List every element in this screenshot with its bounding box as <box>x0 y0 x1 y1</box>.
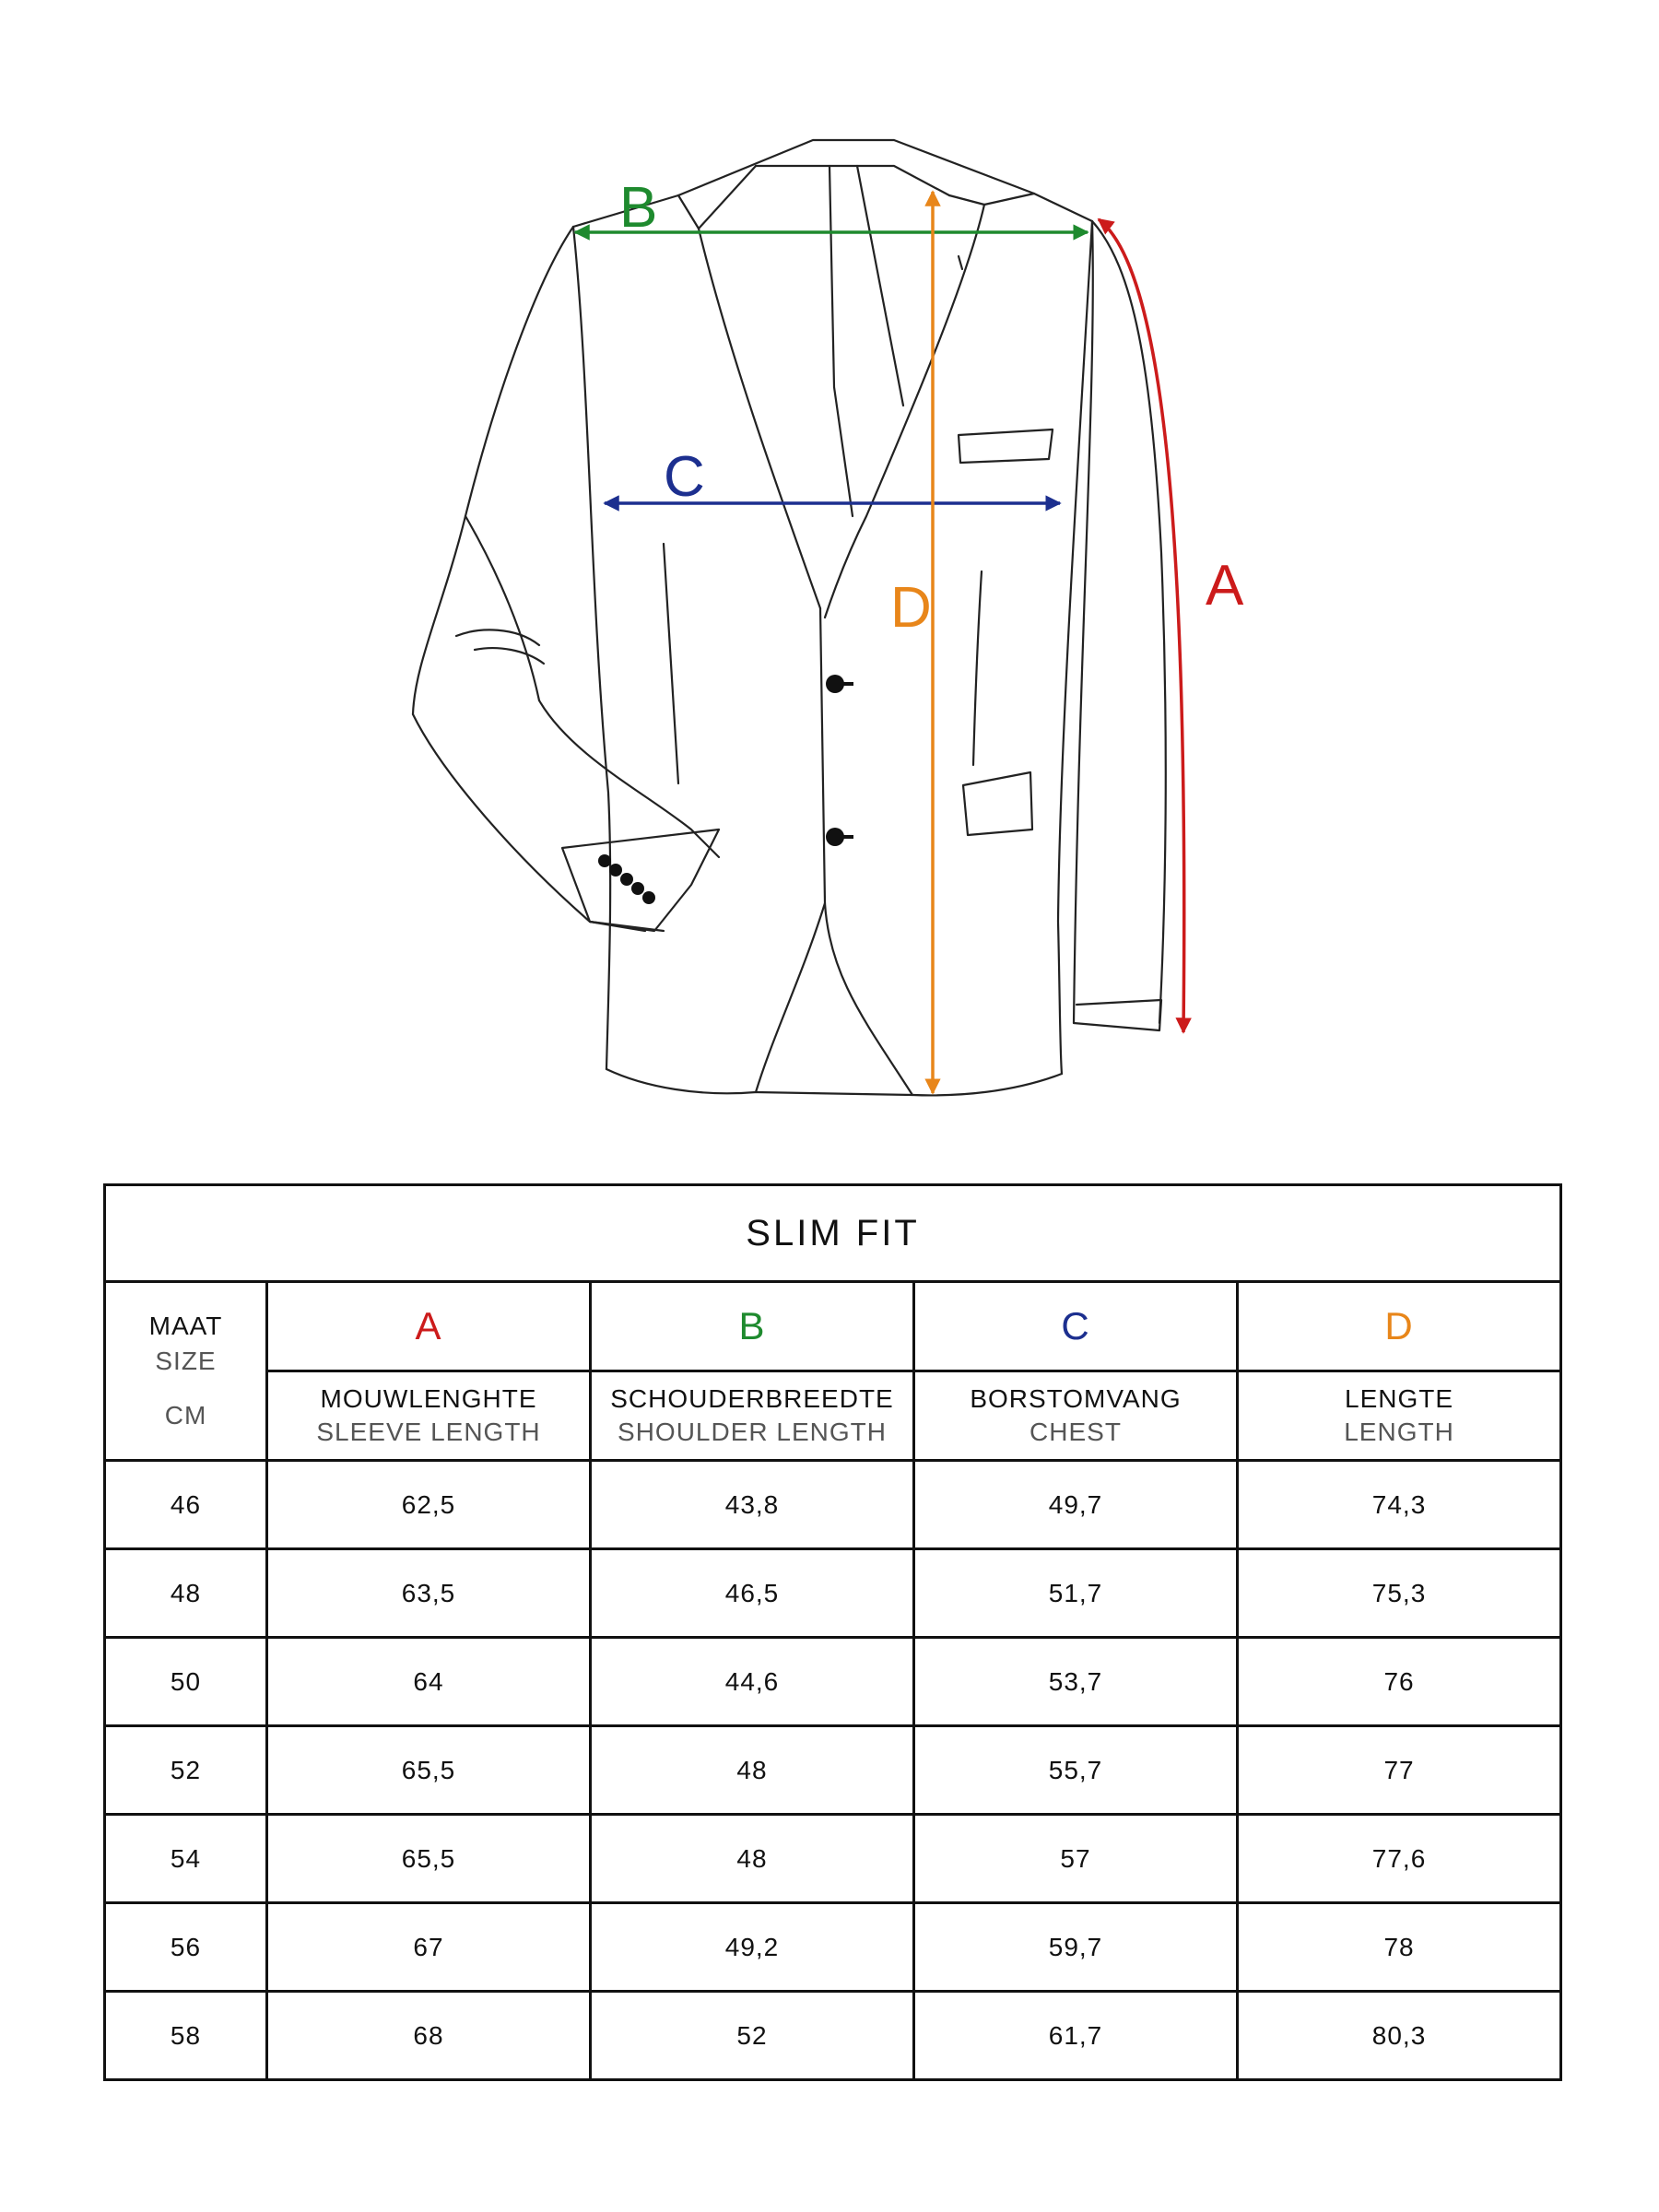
length-cell: 78 <box>1238 1903 1561 1992</box>
column-header-d-nl: LENGTE <box>1345 1383 1454 1413</box>
title-row <box>105 1185 1561 1282</box>
size-cell: 48 <box>105 1549 267 1638</box>
front-buttons <box>826 675 853 846</box>
size-cell: 46 <box>105 1461 267 1549</box>
sleeve-length-cell: 68 <box>267 1992 591 2080</box>
column-letter-a: A <box>267 1282 591 1371</box>
table-row <box>105 1726 1561 1815</box>
column-header-b-en: SHOULDER LENGTH <box>618 1418 887 1446</box>
size-cell: 56 <box>105 1903 267 1992</box>
column-header-c-en: CHEST <box>1030 1418 1122 1446</box>
cuff-buttons <box>598 854 655 904</box>
size-header-size: SIZE <box>155 1346 217 1375</box>
column-header-d-en: LENGTH <box>1344 1418 1454 1446</box>
table-row <box>105 1638 1561 1726</box>
column-header-c-nl: BORSTOMVANG <box>970 1383 1182 1413</box>
column-header-a-nl: MOUWLENGHTE <box>320 1383 537 1413</box>
size-header-cell <box>105 1282 267 1461</box>
table-row <box>105 1461 1561 1549</box>
column-letter-d: D <box>1238 1282 1561 1371</box>
shoulder-length-cell: 48 <box>591 1726 914 1815</box>
length-cell: 77,6 <box>1238 1815 1561 1903</box>
chest-cell: 51,7 <box>914 1549 1238 1638</box>
chest-cell: 55,7 <box>914 1726 1238 1815</box>
column-header-b <box>591 1371 914 1461</box>
column-header-b-nl: SCHOUDERBREEDTE <box>610 1383 894 1413</box>
sleeve-length-cell: 67 <box>267 1903 591 1992</box>
size-header-cm: CM <box>164 1401 207 1430</box>
size-header-maat: MAAT <box>148 1311 223 1340</box>
length-cell: 76 <box>1238 1638 1561 1726</box>
shoulder-length-cell: 46,5 <box>591 1549 914 1638</box>
sleeve-length-cell: 62,5 <box>267 1461 591 1549</box>
label-c: C <box>664 445 705 509</box>
chest-cell: 49,7 <box>914 1461 1238 1549</box>
sleeve-length-cell: 63,5 <box>267 1549 591 1638</box>
chest-cell: 53,7 <box>914 1638 1238 1726</box>
label-d: D <box>890 576 932 640</box>
chest-cell: 57 <box>914 1815 1238 1903</box>
size-cell: 52 <box>105 1726 267 1815</box>
column-header-d <box>1238 1371 1561 1461</box>
chest-cell: 61,7 <box>914 1992 1238 2080</box>
table-row <box>105 1903 1561 1992</box>
sleeve-length-cell: 64 <box>267 1638 591 1726</box>
blazer-outline <box>413 140 1166 1095</box>
table-row <box>105 1992 1561 2080</box>
size-cell: 58 <box>105 1992 267 2080</box>
shoulder-length-cell: 48 <box>591 1815 914 1903</box>
column-header-a <box>267 1371 591 1461</box>
sleeve-length-cell: 65,5 <box>267 1815 591 1903</box>
length-cell: 80,3 <box>1238 1992 1561 2080</box>
shoulder-length-cell: 49,2 <box>591 1903 914 1992</box>
length-cell: 75,3 <box>1238 1549 1561 1638</box>
shoulder-length-cell: 44,6 <box>591 1638 914 1726</box>
table-row <box>105 1549 1561 1638</box>
column-letter-b: B <box>591 1282 914 1371</box>
letter-row <box>105 1282 1561 1371</box>
arrow-a-sleeve <box>1099 219 1184 1032</box>
shoulder-length-cell: 52 <box>591 1992 914 2080</box>
table-row <box>105 1815 1561 1903</box>
column-header-row <box>105 1371 1561 1461</box>
label-a: A <box>1206 554 1244 618</box>
column-header-a-en: SLEEVE LENGTH <box>316 1418 541 1446</box>
shoulder-length-cell: 43,8 <box>591 1461 914 1549</box>
column-letter-c: C <box>914 1282 1238 1371</box>
chest-cell: 59,7 <box>914 1903 1238 1992</box>
sleeve-length-cell: 65,5 <box>267 1726 591 1815</box>
label-b: B <box>619 176 658 240</box>
length-cell: 77 <box>1238 1726 1561 1815</box>
length-cell: 74,3 <box>1238 1461 1561 1549</box>
table-title: SLIM FIT <box>105 1185 1561 1282</box>
size-cell: 50 <box>105 1638 267 1726</box>
size-chart-table <box>103 1183 1562 2081</box>
column-header-c <box>914 1371 1238 1461</box>
size-cell: 54 <box>105 1815 267 1903</box>
